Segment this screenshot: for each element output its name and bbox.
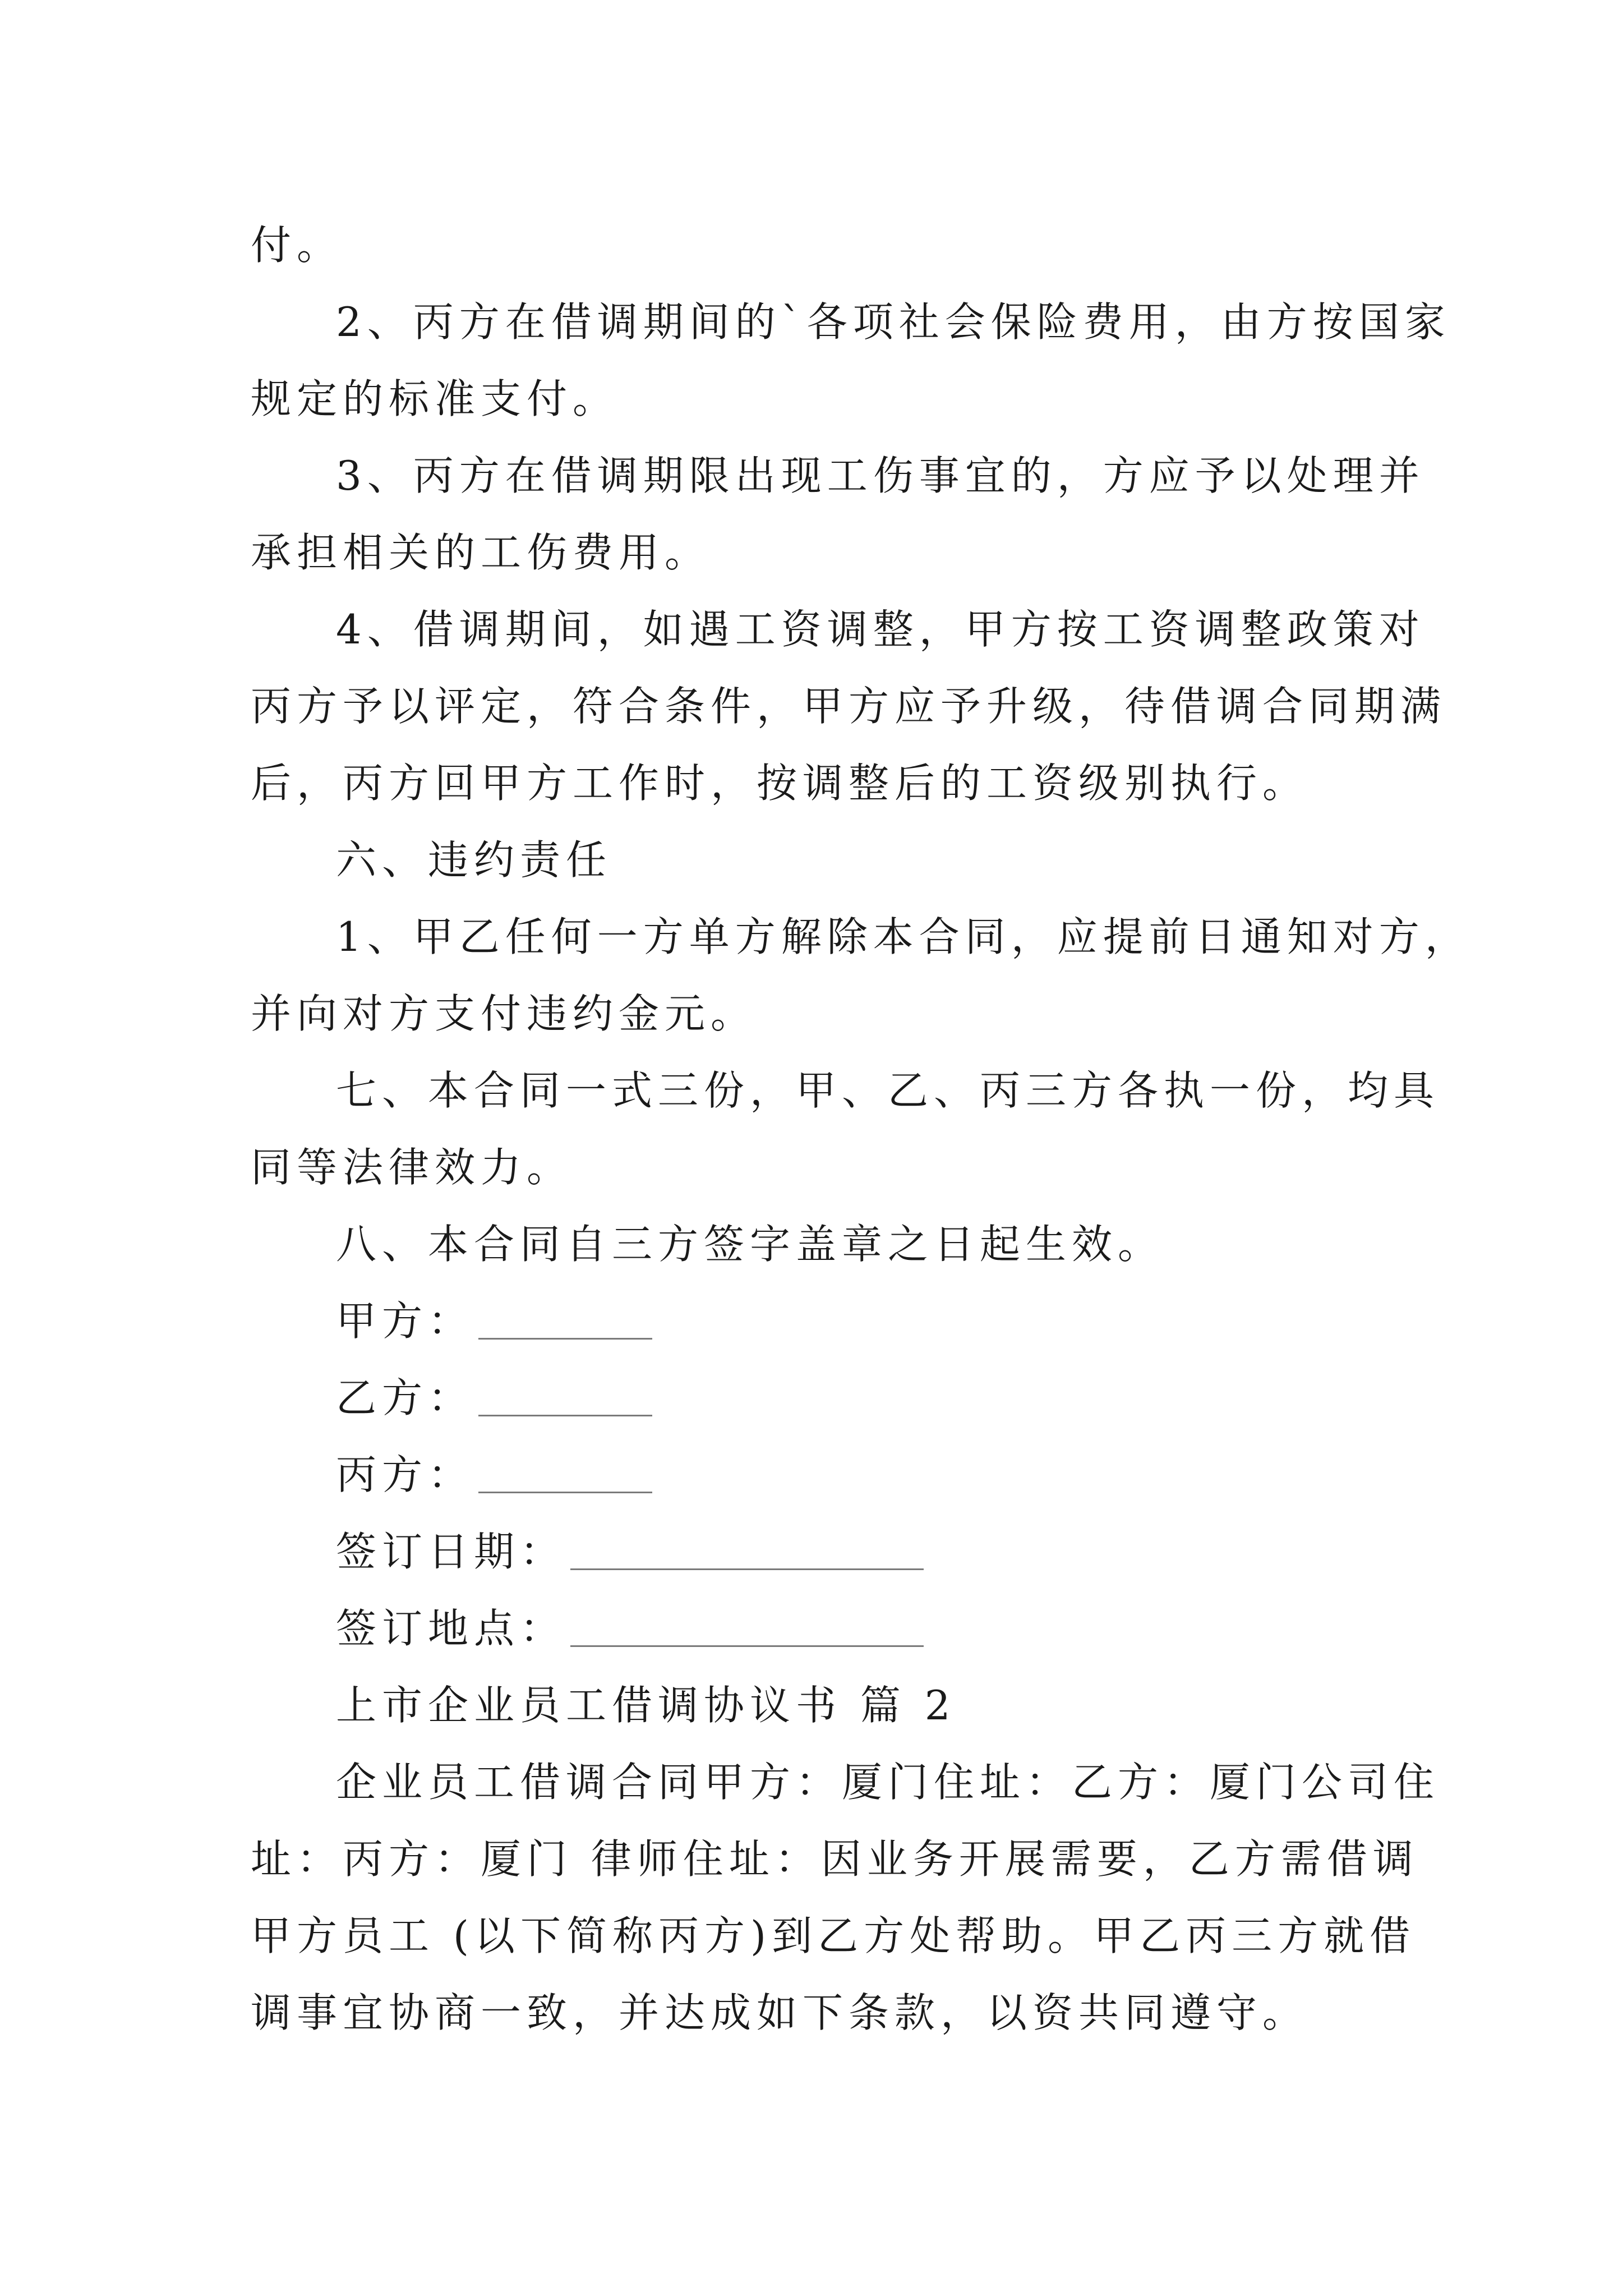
paragraph-first-line: 企业员工借调合同甲方：厦门住址：乙方：厦门公司住 <box>336 1759 1440 1806</box>
signature-blank <box>570 1600 924 1647</box>
signature-blank <box>478 1447 652 1493</box>
signature-label: 签订日期： <box>336 1528 566 1575</box>
signature-party-a <box>336 1282 1474 1360</box>
signature-label: 丙方： <box>336 1451 474 1498</box>
paragraph-first-line: 八、本合同自三方签字盖章之日起生效。 <box>336 1221 1164 1268</box>
text-line: 同等法律效力。 <box>251 1144 573 1191</box>
text-line: 调事宜协商一致，并达成如下条款，以资共同遵守。 <box>251 1989 1309 2036</box>
paragraph-first-line: 1、甲乙任何一方单方解除本合同，应提前日通知对方， <box>336 913 1471 960</box>
signature-blank <box>478 1293 652 1340</box>
paragraph-first-line: 2、丙方在借调期间的`各项社会保险费用，由方按国家 <box>336 298 1451 346</box>
text-line: 付。 <box>251 222 343 269</box>
text-line: 后，丙方回甲方工作时，按调整后的工资级别执行。 <box>251 760 1309 807</box>
signature-party-b <box>336 1359 1474 1437</box>
signature-label: 签订地点： <box>336 1605 566 1652</box>
paragraph-first-line: 七、本合同一式三份，甲、乙、丙三方各执一份，均具 <box>336 1067 1440 1114</box>
text-line: 规定的标准支付。 <box>251 375 619 422</box>
section-title: 上市企业员工借调协议书 篇 2 <box>336 1682 956 1729</box>
paragraph-first-line: 3、丙方在借调期限出现工伤事宜的，方应予以处理并 <box>336 452 1425 499</box>
signature-blank <box>570 1524 924 1570</box>
signature-label: 甲方： <box>336 1297 474 1345</box>
signature-party-c <box>336 1435 1474 1514</box>
text-line: 并向对方支付违约金元。 <box>251 990 757 1037</box>
paragraph-first-line: 4、借调期间，如遇工资调整，甲方按工资调整政策对 <box>336 606 1425 653</box>
signature-label: 乙方： <box>336 1374 474 1421</box>
section-heading: 六、违约责任 <box>336 836 612 884</box>
signature-blank <box>478 1370 652 1416</box>
text-line: 址：丙方：厦门 律师住址：因业务开展需要，乙方需借调 <box>251 1835 1419 1883</box>
text-line: 承担相关的工伤费用。 <box>251 529 711 576</box>
text-line: 甲方员工 (以下简称丙方)到乙方处帮助。甲乙丙三方就借 <box>251 1912 1416 1959</box>
text-line: 丙方予以评定，符合条件，甲方应予升级，待借调合同期满 <box>251 683 1447 730</box>
signature-place <box>336 1589 1474 1668</box>
signature-date <box>336 1512 1474 1591</box>
